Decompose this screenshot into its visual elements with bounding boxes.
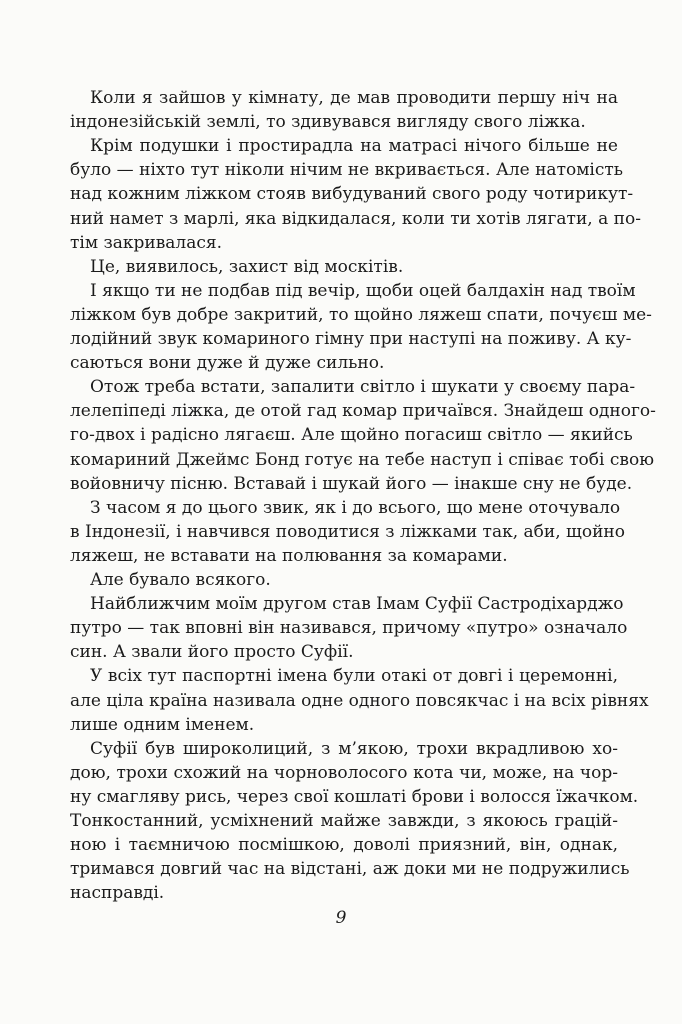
text-line: У всіх тут паспортні імена були отакі от довгі і церемонні, <box>90 666 618 687</box>
text-line: тім закривалася. <box>70 232 223 253</box>
text-line: індонезійській землі, то здивувався вигляду свого ліжка. <box>70 112 586 133</box>
text-line: Крім подушки і простирадла на матрасі нічого більше не <box>90 136 618 157</box>
text-line: З часом я до цього звик, як і до всього, що мене оточувало <box>90 497 621 518</box>
text-line: Коли я зайшов у кімнату, де мав проводити першу ніч на <box>90 88 618 108</box>
text-line: ліжком був добре закритий, то щойно ляжеш спати, почуєш ме- <box>70 304 652 325</box>
text-line: тримався довгий час на відстані, аж доки ми не подружились <box>70 859 630 880</box>
text-line: саються вони дуже й дуже сильно. <box>70 353 385 374</box>
text-line: лише одним іменем. <box>70 714 255 735</box>
text-line: в Індонезії, і навчився поводитися з ліжками так, аби, щойно <box>70 521 625 542</box>
text-line: Суфії був широколиций, з м’якою, трохи вкрадливою хо- <box>90 738 618 759</box>
text-line: комариний Джеймс Бонд готує на тебе наступ і співає тобі свою <box>70 449 654 470</box>
text-line: було — ніхто тут ніколи нічим не вкривається. Але натомість <box>70 160 624 181</box>
text-line: Тонкостанний, усміхнений майже завжди, з якоюсь грацій- <box>70 811 618 831</box>
text-line: над кожним ліжком стояв вибудуваний свого роду чотирикут- <box>70 184 634 205</box>
text-line: насправді. <box>70 883 165 904</box>
text-line: ну смагляву рись, через свої кошлаті брови і волосся їжачком. <box>70 786 639 807</box>
text-line: син. А звали його просто Суфії. <box>70 642 354 663</box>
text-line: І якщо ти не подбав під вечір, щоби оцей балдахін над твоїм <box>90 280 636 301</box>
text-line: але ціла країна називала одне одного повсякчас і на всіх рівнях <box>70 690 649 711</box>
text-line: ний намет з марлі, яка відкидалася, коли ти хотів лягати, а по- <box>70 208 641 229</box>
text-line: дою, трохи схожий на чорноволосого кота чи, може, на чор- <box>70 762 618 783</box>
text-line: ляжеш, не вставати на полювання за комарами. <box>70 545 508 566</box>
text-line: го-двох і радісно лягаєш. Але щойно погасиш світло — якийсь <box>70 425 633 446</box>
page-number: 9 <box>335 908 347 928</box>
text-line: войовничу пісню. Вставай і шукай його — інакше сну не буде. <box>70 473 633 494</box>
text-line: лодійний звук комариного гімну при наступі на поживу. А ку- <box>70 329 632 349</box>
text-line: Це, виявилось, захист від москітів. <box>90 256 404 277</box>
text-line: Отож треба встати, запалити світло і шукати у своєму пара- <box>90 377 636 398</box>
text-line: Але бувало всякого. <box>90 570 271 590</box>
text-line: лелепіпеді ліжка, де отой гад комар причаївся. Знайдеш одного- <box>70 401 656 422</box>
text-line: ною і таємничою посмішкою, доволі приязний, він, однак, <box>70 835 618 856</box>
text-line: Найближчим моїм другом став Імам Суфії Састродіхарджо <box>90 594 624 615</box>
text-line: путро — так вповні він називався, причому «путро» означало <box>70 618 628 639</box>
